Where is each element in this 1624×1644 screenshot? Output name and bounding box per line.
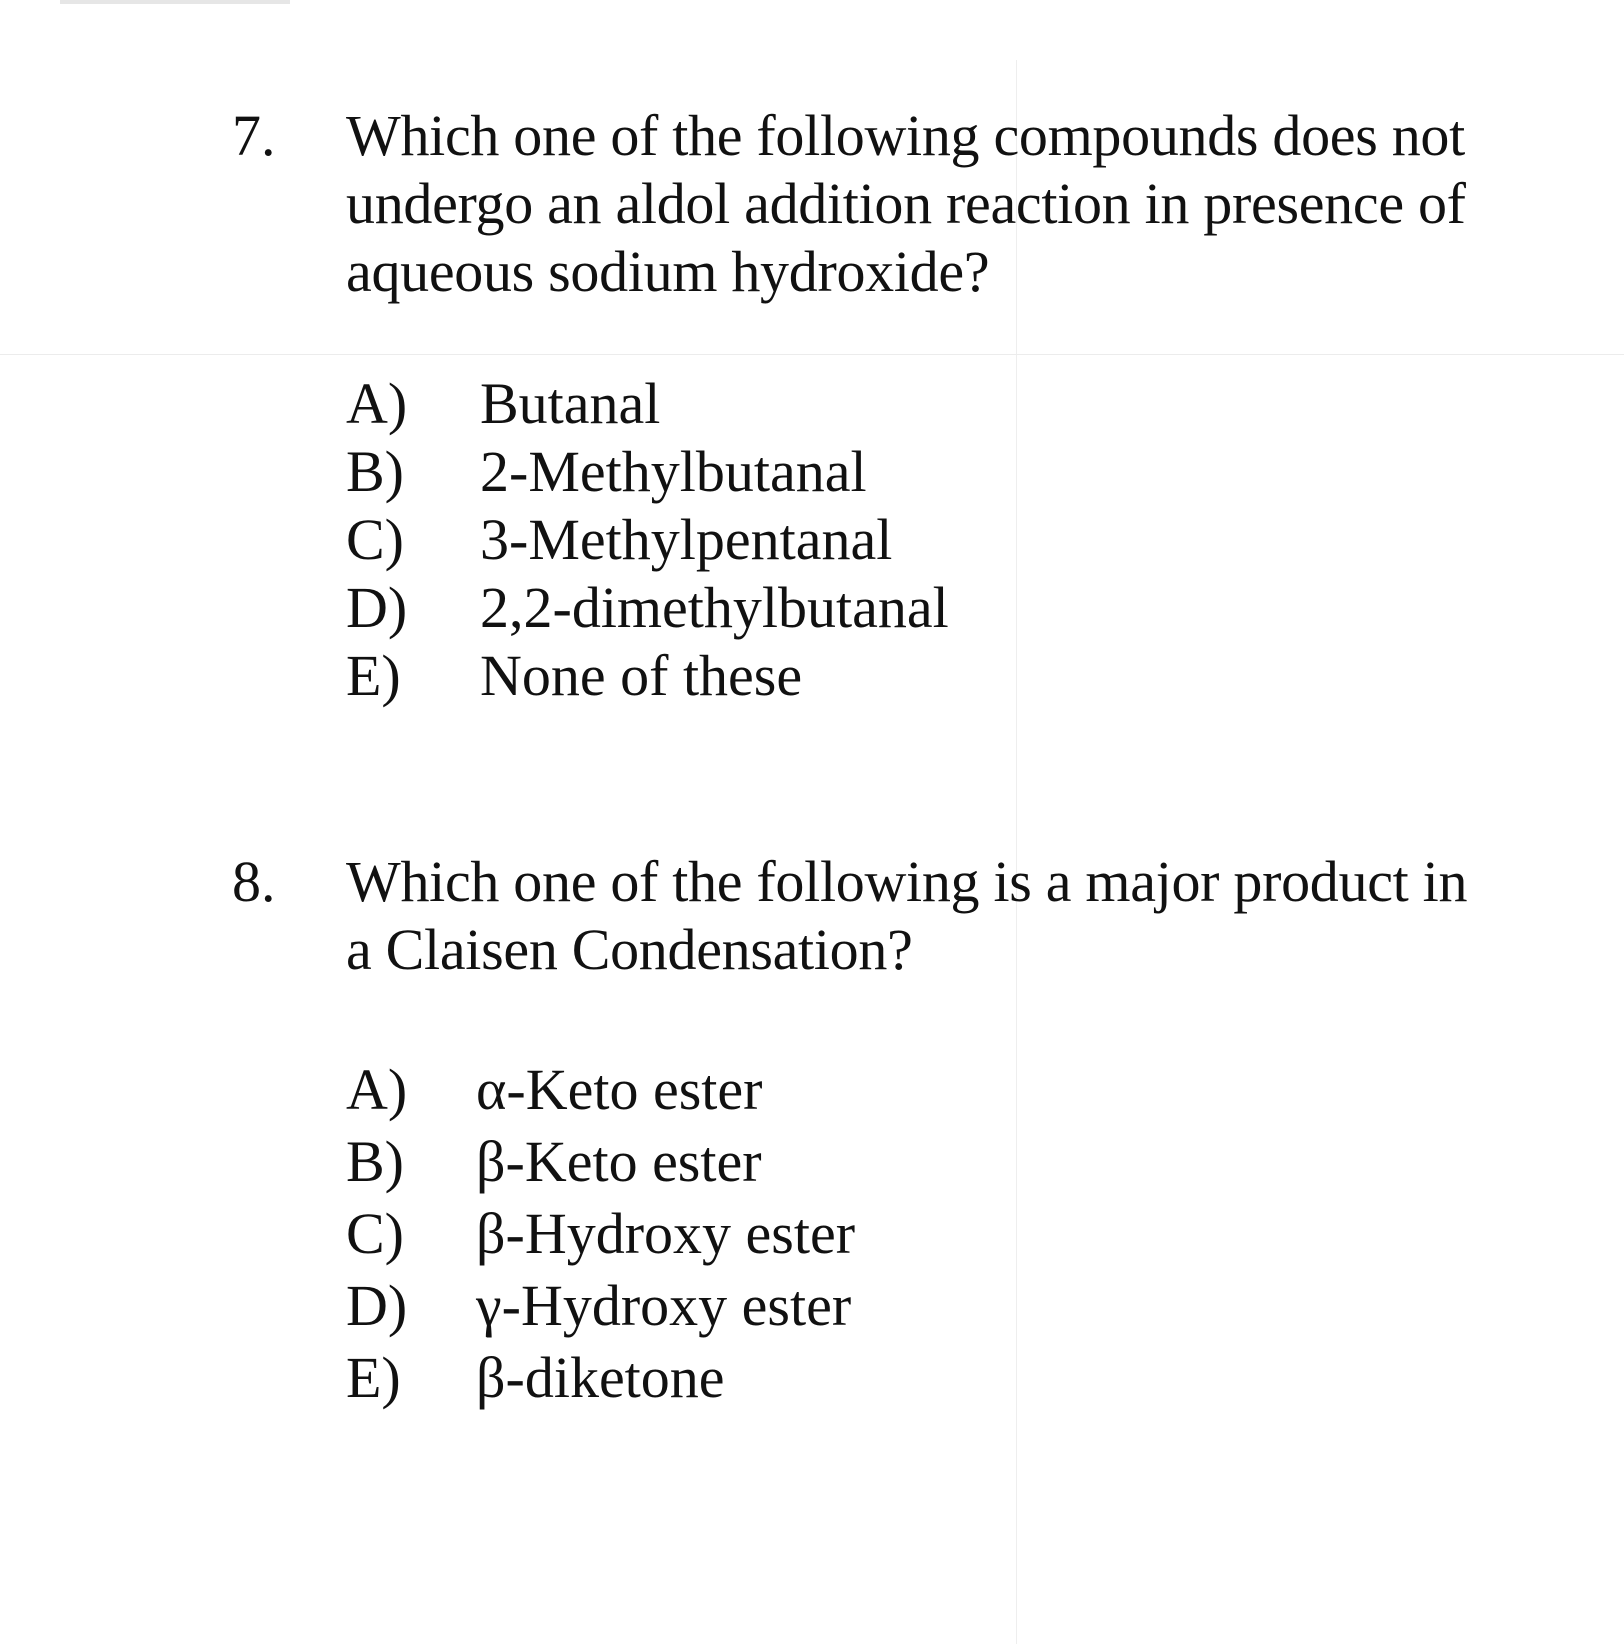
option-text: β-diketone: [476, 1345, 725, 1410]
option-letter: B): [346, 439, 404, 504]
option-letter: A): [346, 371, 408, 436]
question-7-line: aqueous sodium hydroxide?: [346, 239, 990, 304]
question-8-number: 8.: [232, 849, 276, 914]
option-letter: D): [346, 575, 408, 640]
question-7-text: [346, 102, 1596, 306]
question-7-number: 7.: [232, 103, 276, 168]
option-text: β-Hydroxy ester: [476, 1201, 856, 1266]
horizontal-guide-line: [0, 354, 1624, 355]
option-text: α-Keto ester: [476, 1057, 763, 1122]
option-letter: B): [346, 1129, 404, 1194]
option-text: γ-Hydroxy ester: [476, 1273, 852, 1338]
option-text: None of these: [480, 643, 803, 708]
option-text: 2-Methylbutanal: [480, 439, 867, 504]
option-text: 3-Methylpentanal: [480, 507, 893, 572]
top-edge-mark: [60, 0, 290, 4]
question-8-text: [346, 848, 1596, 984]
question-8-line: Which one of the following is a major product in: [346, 849, 1468, 914]
option-text: β-Keto ester: [476, 1129, 762, 1194]
option-letter: E): [346, 643, 401, 708]
question-7-line: undergo an aldol addition reaction in presence of: [346, 171, 1466, 236]
option-letter: E): [346, 1345, 401, 1410]
option-letter: D): [346, 1273, 408, 1338]
option-letter: C): [346, 1201, 404, 1266]
option-letter: A): [346, 1057, 408, 1122]
question-7-line: Which one of the following compounds does not: [346, 103, 1465, 168]
option-text: 2,2-dimethylbutanal: [480, 575, 949, 640]
option-text: Butanal: [480, 371, 661, 436]
option-letter: C): [346, 507, 404, 572]
question-8-line: a Claisen Condensation?: [346, 917, 913, 982]
